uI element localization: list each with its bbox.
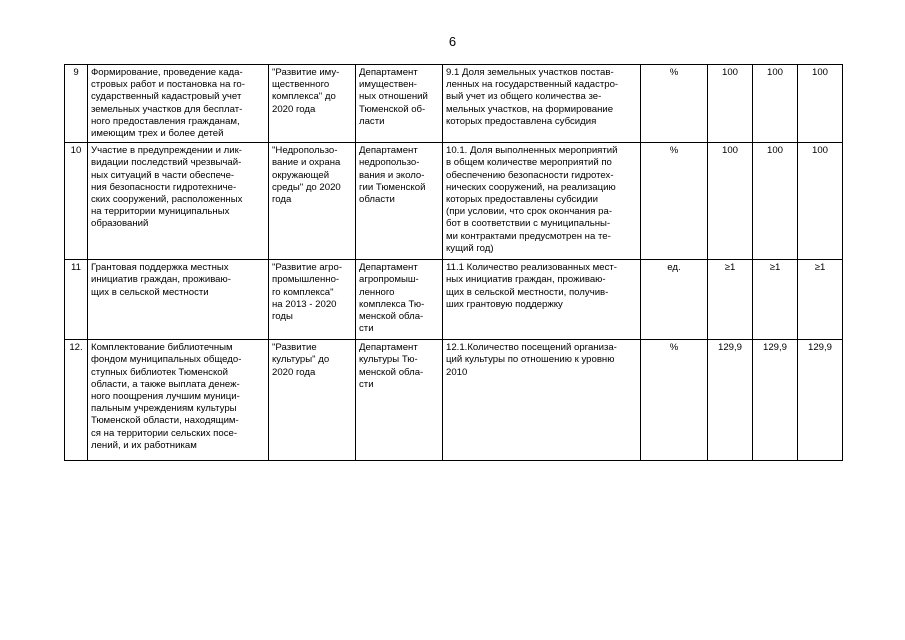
value-cell-1: 129,9 xyxy=(708,340,753,461)
value-cell-3: 100 xyxy=(798,65,843,143)
measure-cell: Участие в предупреждении и лик- видации последствий чрезвычай- ных ситуаций в части обеспече- ния безопасности гидротехниче- ских сооружений, расположенных на территории муниципальных образований xyxy=(88,143,269,260)
program-cell: "Недропользо- вание и охрана окружающей среды" до 2020 года xyxy=(269,143,356,260)
indicator-cell: 10.1. Доля выполненных мероприятий в общем количестве мероприятий по обеспечению безопасности гидротех- нических сооружений, на реализацию которых предоставлены субсидии (при условии, что срок окончания ра- бот в соответствии с муниципальны- ми контрактами предусмотрен на те- кущий год) xyxy=(443,143,641,260)
measure-cell: Формирование, проведение када- стровых работ и постановка на го- сударственный кадастровый учет земельных участков для бесплат- ного предоставления гражданам, имеющим трех и более детей xyxy=(88,65,269,143)
value-cell-2: 129,9 xyxy=(753,340,798,461)
table-row xyxy=(65,340,843,461)
table-row xyxy=(65,143,843,260)
page-number: 6 xyxy=(448,34,457,49)
value-cell-1: ≥1 xyxy=(708,260,753,340)
unit-cell: ед. xyxy=(641,260,708,340)
program-cell: "Развитие агро- промышленно- го комплекса" на 2013 - 2020 годы xyxy=(269,260,356,340)
value-cell-2: 100 xyxy=(753,143,798,260)
program-table xyxy=(64,64,843,461)
indicator-cell: 12.1.Количество посещений организа- ций культуры по отношению к уровню 2010 xyxy=(443,340,641,461)
row-number: 10 xyxy=(65,143,88,260)
value-cell-1: 100 xyxy=(708,143,753,260)
unit-cell: % xyxy=(641,143,708,260)
value-cell-2: ≥1 xyxy=(753,260,798,340)
table-row xyxy=(65,65,843,143)
table-row xyxy=(65,260,843,340)
program-cell: "Развитие иму- щественного комплекса" до 2020 года xyxy=(269,65,356,143)
value-cell-3: ≥1 xyxy=(798,260,843,340)
measure-cell: Комплектование библиотечным фондом муниципальных общедо- ступных библиотек Тюменской области, а также выплата денеж- ного поощрения лучшим муници- пальным учреждениям культуры Тюменской области, находящим- ся на территории сельских посе- лений, и их работникам xyxy=(88,340,269,461)
unit-cell: % xyxy=(641,340,708,461)
value-cell-2: 100 xyxy=(753,65,798,143)
department-cell: Департамент недропользо- вания и эколо- гии Тюменской области xyxy=(356,143,443,260)
department-cell: Департамент имуществен- ных отношений Тюменской об- ласти xyxy=(356,65,443,143)
program-cell: "Развитие культуры" до 2020 года xyxy=(269,340,356,461)
department-cell: Департамент культуры Тю- менской обла- сти xyxy=(356,340,443,461)
value-cell-3: 129,9 xyxy=(798,340,843,461)
row-number: 12. xyxy=(65,340,88,461)
value-cell-1: 100 xyxy=(708,65,753,143)
indicator-cell: 9.1 Доля земельных участков постав- ленных на государственный кадастро- вый учет из общего количества зе- мельных участков, на формирование которых предоставлена субсидия xyxy=(443,65,641,143)
measure-cell: Грантовая поддержка местных инициатив граждан, проживаю- щих в сельской местности xyxy=(88,260,269,340)
row-number: 11 xyxy=(65,260,88,340)
row-number: 9 xyxy=(65,65,88,143)
indicator-cell: 11.1 Количество реализованных мест- ных инициатив граждан, проживаю- щих в сельской местности, получив- ших грантовую поддержку xyxy=(443,260,641,340)
unit-cell: % xyxy=(641,65,708,143)
department-cell: Департамент агропромыш- ленного комплекса Тю- менской обла- сти xyxy=(356,260,443,340)
value-cell-3: 100 xyxy=(798,143,843,260)
